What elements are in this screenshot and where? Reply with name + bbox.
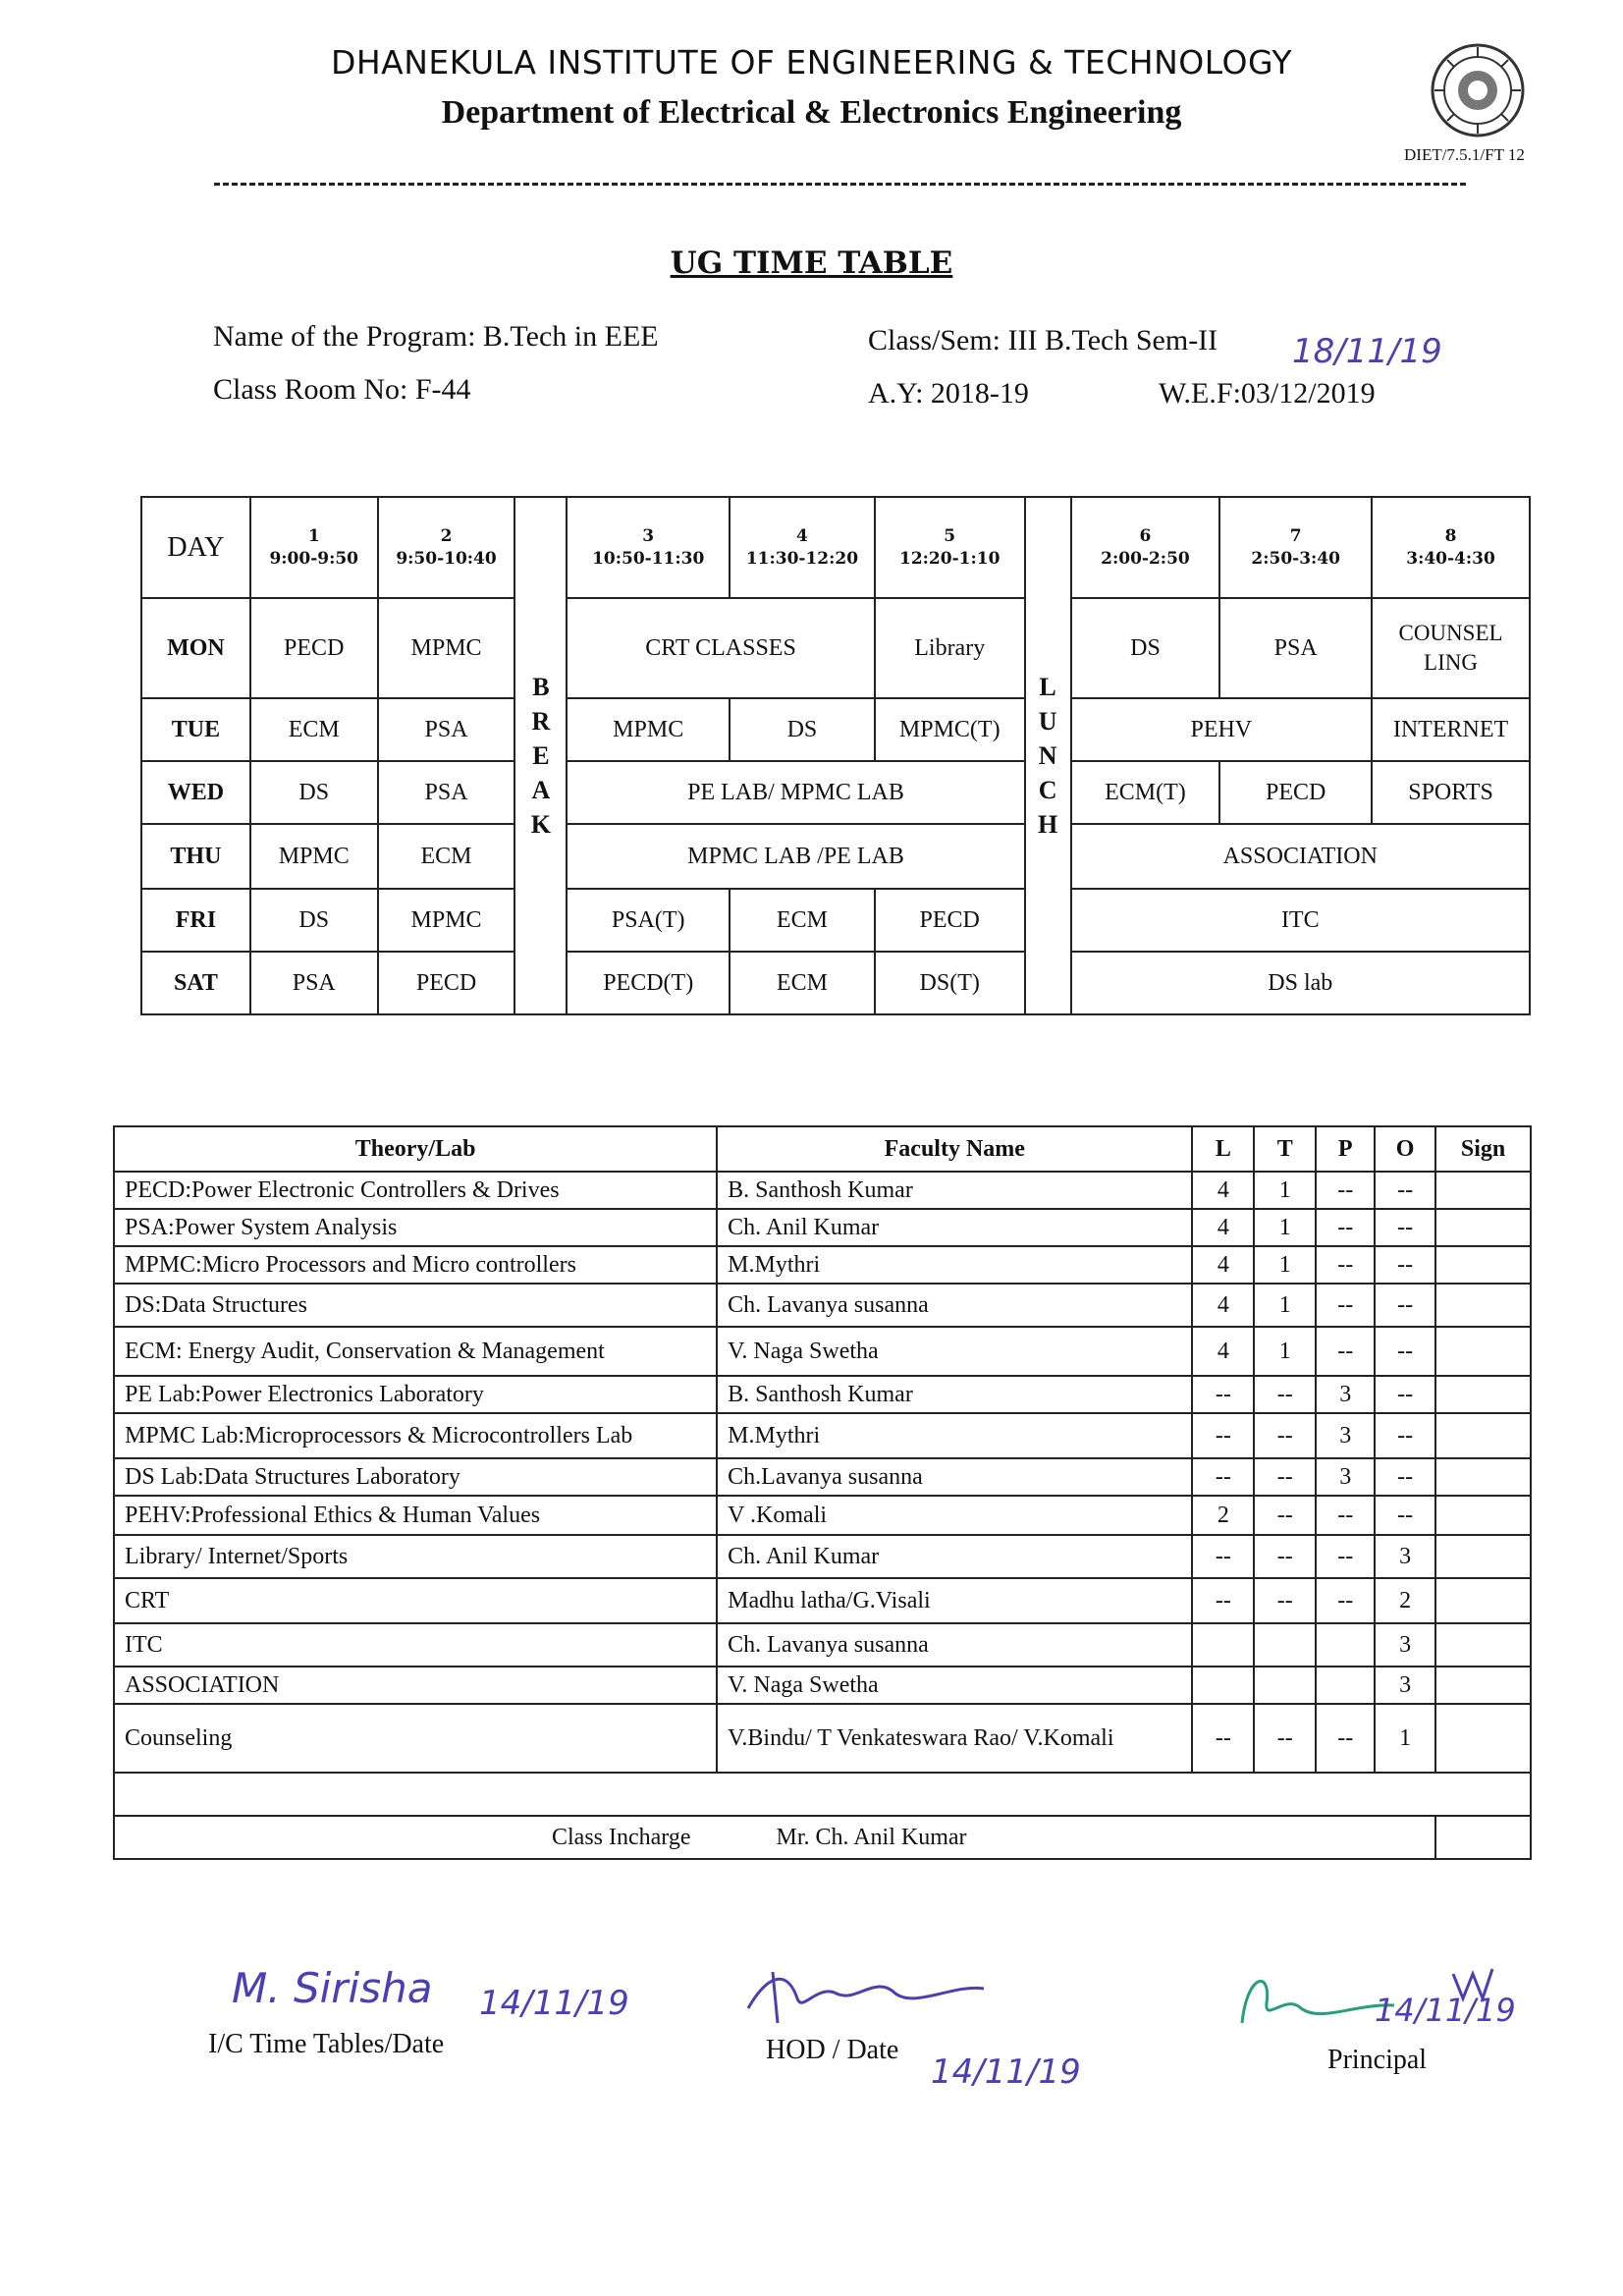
period-header: 6 2:00-2:50 <box>1071 497 1220 598</box>
other-hours: 2 <box>1375 1578 1435 1623</box>
subject-name: PEHV:Professional Ethics & Human Values <box>114 1496 717 1535</box>
slot-cell: MPMC LAB /PE LAB <box>567 824 1024 889</box>
faculty-name: V .Komali <box>717 1496 1192 1535</box>
tutorial-hours: 1 <box>1254 1284 1316 1327</box>
practical-hours: -- <box>1316 1172 1375 1209</box>
practical-hours: -- <box>1316 1284 1375 1327</box>
other-hours: -- <box>1375 1376 1435 1413</box>
faculty-name: M.Mythri <box>717 1246 1192 1284</box>
slot-cell: DS <box>730 698 875 761</box>
faculty-name: V. Naga Swetha <box>717 1327 1192 1376</box>
slot-cell: PSA(T) <box>567 889 730 952</box>
slot-cell: PECD <box>875 889 1025 952</box>
lecture-hours: 2 <box>1192 1496 1254 1535</box>
other-hours: 3 <box>1375 1667 1435 1704</box>
lecture-hours: -- <box>1192 1458 1254 1496</box>
practical-hours: -- <box>1316 1209 1375 1246</box>
slot-cell: INTERNET <box>1372 698 1530 761</box>
tutorial-hours: -- <box>1254 1704 1316 1773</box>
slot-cell: CRT CLASSES <box>567 598 874 698</box>
lecture-hours: -- <box>1192 1376 1254 1413</box>
slot-cell: ECM(T) <box>1071 761 1220 824</box>
slot-cell: PSA <box>1219 598 1372 698</box>
period-header: 1 9:00-9:50 <box>250 497 378 598</box>
lecture-hours: 4 <box>1192 1172 1254 1209</box>
blank-row <box>114 1773 1531 1816</box>
class-incharge-row <box>114 1816 1435 1859</box>
tutorial-hours: -- <box>1254 1496 1316 1535</box>
lecture-hours: 4 <box>1192 1327 1254 1376</box>
practical-hours: -- <box>1316 1246 1375 1284</box>
subject-row <box>114 1284 1531 1327</box>
practical-hours <box>1316 1623 1375 1667</box>
subject-name: ASSOCIATION <box>114 1667 717 1704</box>
faculty-name: V. Naga Swetha <box>717 1667 1192 1704</box>
ic-date: 14/11/19 <box>479 1984 629 2023</box>
slot-cell: PECD <box>378 952 515 1014</box>
timetable <box>140 496 1531 1015</box>
slot-cell: ECM <box>378 824 515 889</box>
lecture-hours: 4 <box>1192 1284 1254 1327</box>
subject-name: PECD:Power Electronic Controllers & Drives <box>114 1172 717 1209</box>
sign-cell <box>1435 1704 1531 1773</box>
subject-row <box>114 1623 1531 1667</box>
slot-cell: PECD(T) <box>567 952 730 1014</box>
incharge-sign-cell <box>1435 1816 1531 1859</box>
slot-cell: PSA <box>378 698 515 761</box>
slot-cell: MPMC <box>378 889 515 952</box>
subject-name: Counseling <box>114 1704 717 1773</box>
slot-cell: DS(T) <box>875 952 1025 1014</box>
break-column: B R E A K <box>514 497 567 1014</box>
slot-cell: DS lab <box>1071 952 1530 1014</box>
subject-row <box>114 1704 1531 1773</box>
sign-cell <box>1435 1376 1531 1413</box>
practical-hours <box>1316 1667 1375 1704</box>
slot-cell: PSA <box>378 761 515 824</box>
practical-hours: -- <box>1316 1496 1375 1535</box>
other-hours: 3 <box>1375 1535 1435 1578</box>
slot-cell: ECM <box>730 952 875 1014</box>
department-name: Department of Electrical & Electronics Engineering <box>441 94 1182 131</box>
other-hours: 3 <box>1375 1623 1435 1667</box>
document-title: UG TIME TABLE <box>670 246 953 281</box>
day-label: THU <box>141 824 250 889</box>
slot-cell: ECM <box>250 698 378 761</box>
tutorial-hours: -- <box>1254 1376 1316 1413</box>
tutorial-hours: 1 <box>1254 1172 1316 1209</box>
slot-cell: ITC <box>1071 889 1530 952</box>
class-incharge-name: Mr. Ch. Anil Kumar <box>776 1824 967 1850</box>
academic-year: A.Y: 2018-19 <box>868 377 1029 410</box>
subject-name: ECM: Energy Audit, Conservation & Management <box>114 1327 717 1376</box>
tutorial-hours: 1 <box>1254 1327 1316 1376</box>
class-incharge-label: Class Incharge <box>552 1824 691 1850</box>
sign-cell <box>1435 1535 1531 1578</box>
slot-cell: PE LAB/ MPMC LAB <box>567 761 1024 824</box>
subject-row <box>114 1496 1531 1535</box>
ic-signature: M. Sirisha <box>232 1964 433 2012</box>
hod-date-label: HOD / Date <box>766 2035 899 2065</box>
slot-cell: MPMC <box>378 598 515 698</box>
sign-cell <box>1435 1284 1531 1327</box>
lecture-hours: -- <box>1192 1535 1254 1578</box>
faculty-name: Madhu latha/G.Visali <box>717 1578 1192 1623</box>
faculty-name: B. Santhosh Kumar <box>717 1172 1192 1209</box>
subject-name: CRT <box>114 1578 717 1623</box>
slot-cell: PECD <box>250 598 378 698</box>
header-theory: Theory/Lab <box>114 1126 717 1172</box>
faculty-name: Ch.Lavanya susanna <box>717 1458 1192 1496</box>
subject-row <box>114 1209 1531 1246</box>
day-label: MON <box>141 598 250 698</box>
slot-cell: DS <box>250 761 378 824</box>
practical-hours: 3 <box>1316 1376 1375 1413</box>
lunch-column: L U N C H <box>1025 497 1071 1014</box>
slot-cell: DS <box>250 889 378 952</box>
faculty-name: Ch. Anil Kumar <box>717 1535 1192 1578</box>
subject-name: PSA:Power System Analysis <box>114 1209 717 1246</box>
other-hours: -- <box>1375 1413 1435 1458</box>
practical-hours: 3 <box>1316 1413 1375 1458</box>
hod-date: 14/11/19 <box>931 2052 1081 2092</box>
lecture-hours: -- <box>1192 1578 1254 1623</box>
slot-cell: MPMC <box>567 698 730 761</box>
principal-date: 14/11/19 <box>1375 1992 1516 2029</box>
hod-signature-icon <box>729 1954 994 2033</box>
slot-cell: MPMC(T) <box>875 698 1025 761</box>
sign-cell <box>1435 1246 1531 1284</box>
faculty-name: V.Bindu/ T Venkateswara Rao/ V.Komali <box>717 1704 1192 1773</box>
slot-cell: PEHV <box>1071 698 1372 761</box>
other-hours: -- <box>1375 1284 1435 1327</box>
other-hours: -- <box>1375 1209 1435 1246</box>
period-header: 3 10:50-11:30 <box>567 497 730 598</box>
practical-hours: -- <box>1316 1578 1375 1623</box>
slot-cell: SPORTS <box>1372 761 1530 824</box>
tutorial-hours: 1 <box>1254 1246 1316 1284</box>
tutorial-hours <box>1254 1667 1316 1704</box>
lecture-hours: -- <box>1192 1413 1254 1458</box>
subject-faculty-table <box>113 1125 1532 1860</box>
lecture-hours <box>1192 1667 1254 1704</box>
slot-cell: PECD <box>1219 761 1372 824</box>
slot-cell: MPMC <box>250 824 378 889</box>
other-hours: -- <box>1375 1172 1435 1209</box>
period-header: 5 12:20-1:10 <box>875 497 1025 598</box>
slot-cell: Library <box>875 598 1025 698</box>
class-room: Class Room No: F-44 <box>213 373 471 406</box>
day-header: DAY <box>141 497 250 598</box>
sign-cell <box>1435 1496 1531 1535</box>
day-label: SAT <box>141 952 250 1014</box>
header-p: P <box>1316 1126 1375 1172</box>
day-label: WED <box>141 761 250 824</box>
period-header: 4 11:30-12:20 <box>730 497 875 598</box>
subject-row <box>114 1172 1531 1209</box>
subject-name: MPMC:Micro Processors and Micro controllers <box>114 1246 717 1284</box>
subject-row <box>114 1535 1531 1578</box>
day-label: FRI <box>141 889 250 952</box>
subject-row <box>114 1667 1531 1704</box>
slot-cell: COUNSEL LING <box>1372 598 1530 698</box>
subject-name: MPMC Lab:Microprocessors & Microcontrollers Lab <box>114 1413 717 1458</box>
sign-cell <box>1435 1172 1531 1209</box>
college-seal-icon <box>1429 41 1527 139</box>
other-hours: -- <box>1375 1496 1435 1535</box>
lecture-hours: 4 <box>1192 1246 1254 1284</box>
subject-name: PE Lab:Power Electronics Laboratory <box>114 1376 717 1413</box>
header-faculty: Faculty Name <box>717 1126 1192 1172</box>
slot-cell: PSA <box>250 952 378 1014</box>
lecture-hours: 4 <box>1192 1209 1254 1246</box>
ic-timetables-label: I/C Time Tables/Date <box>208 2029 445 2059</box>
practical-hours: -- <box>1316 1327 1375 1376</box>
header-o: O <box>1375 1126 1435 1172</box>
sign-cell <box>1435 1209 1531 1246</box>
class-semester: Class/Sem: III B.Tech Sem-II <box>868 324 1218 356</box>
subject-row <box>114 1246 1531 1284</box>
institute-name: DHANEKULA INSTITUTE OF ENGINEERING & TECHNOLOGY <box>330 43 1293 82</box>
other-hours: -- <box>1375 1458 1435 1496</box>
tutorial-hours: 1 <box>1254 1209 1316 1246</box>
sign-cell <box>1435 1327 1531 1376</box>
sign-cell <box>1435 1623 1531 1667</box>
tutorial-hours: -- <box>1254 1458 1316 1496</box>
tutorial-hours <box>1254 1623 1316 1667</box>
header-t: T <box>1254 1126 1316 1172</box>
subject-row <box>114 1458 1531 1496</box>
subject-name: DS:Data Structures <box>114 1284 717 1327</box>
header-l: L <box>1192 1126 1254 1172</box>
period-header: 8 3:40-4:30 <box>1372 497 1530 598</box>
practical-hours: -- <box>1316 1704 1375 1773</box>
header-sign: Sign <box>1435 1126 1531 1172</box>
faculty-name: Ch. Lavanya susanna <box>717 1623 1192 1667</box>
divider <box>214 183 1466 186</box>
period-header: 7 2:50-3:40 <box>1219 497 1372 598</box>
program-name: Name of the Program: B.Tech in EEE <box>213 320 659 353</box>
lecture-hours <box>1192 1623 1254 1667</box>
faculty-name: Ch. Anil Kumar <box>717 1209 1192 1246</box>
lecture-hours: -- <box>1192 1704 1254 1773</box>
period-header: 2 9:50-10:40 <box>378 497 515 598</box>
principal-label: Principal <box>1327 2045 1428 2075</box>
sign-cell <box>1435 1667 1531 1704</box>
other-hours: -- <box>1375 1246 1435 1284</box>
faculty-name: Ch. Lavanya susanna <box>717 1284 1192 1327</box>
subject-name: Library/ Internet/Sports <box>114 1535 717 1578</box>
other-hours: 1 <box>1375 1704 1435 1773</box>
slot-cell: DS <box>1071 598 1220 698</box>
tutorial-hours: -- <box>1254 1578 1316 1623</box>
faculty-name: B. Santhosh Kumar <box>717 1376 1192 1413</box>
day-label: TUE <box>141 698 250 761</box>
practical-hours: -- <box>1316 1535 1375 1578</box>
tutorial-hours: -- <box>1254 1535 1316 1578</box>
sign-cell <box>1435 1413 1531 1458</box>
subject-name: DS Lab:Data Structures Laboratory <box>114 1458 717 1496</box>
wef-date: W.E.F:03/12/2019 <box>1159 377 1376 410</box>
subject-row <box>114 1327 1531 1376</box>
subject-row <box>114 1413 1531 1458</box>
tutorial-hours: -- <box>1254 1413 1316 1458</box>
subject-row <box>114 1376 1531 1413</box>
handwritten-date: 18/11/19 <box>1292 332 1442 371</box>
subject-row <box>114 1578 1531 1623</box>
slot-cell: ECM <box>730 889 875 952</box>
sign-cell <box>1435 1578 1531 1623</box>
slot-cell: ASSOCIATION <box>1071 824 1530 889</box>
practical-hours: 3 <box>1316 1458 1375 1496</box>
other-hours: -- <box>1375 1327 1435 1376</box>
subject-name: ITC <box>114 1623 717 1667</box>
faculty-name: M.Mythri <box>717 1413 1192 1458</box>
sign-cell <box>1435 1458 1531 1496</box>
form-number: DIET/7.5.1/FT 12 <box>1404 145 1525 164</box>
subject-rows <box>114 1172 1531 1773</box>
